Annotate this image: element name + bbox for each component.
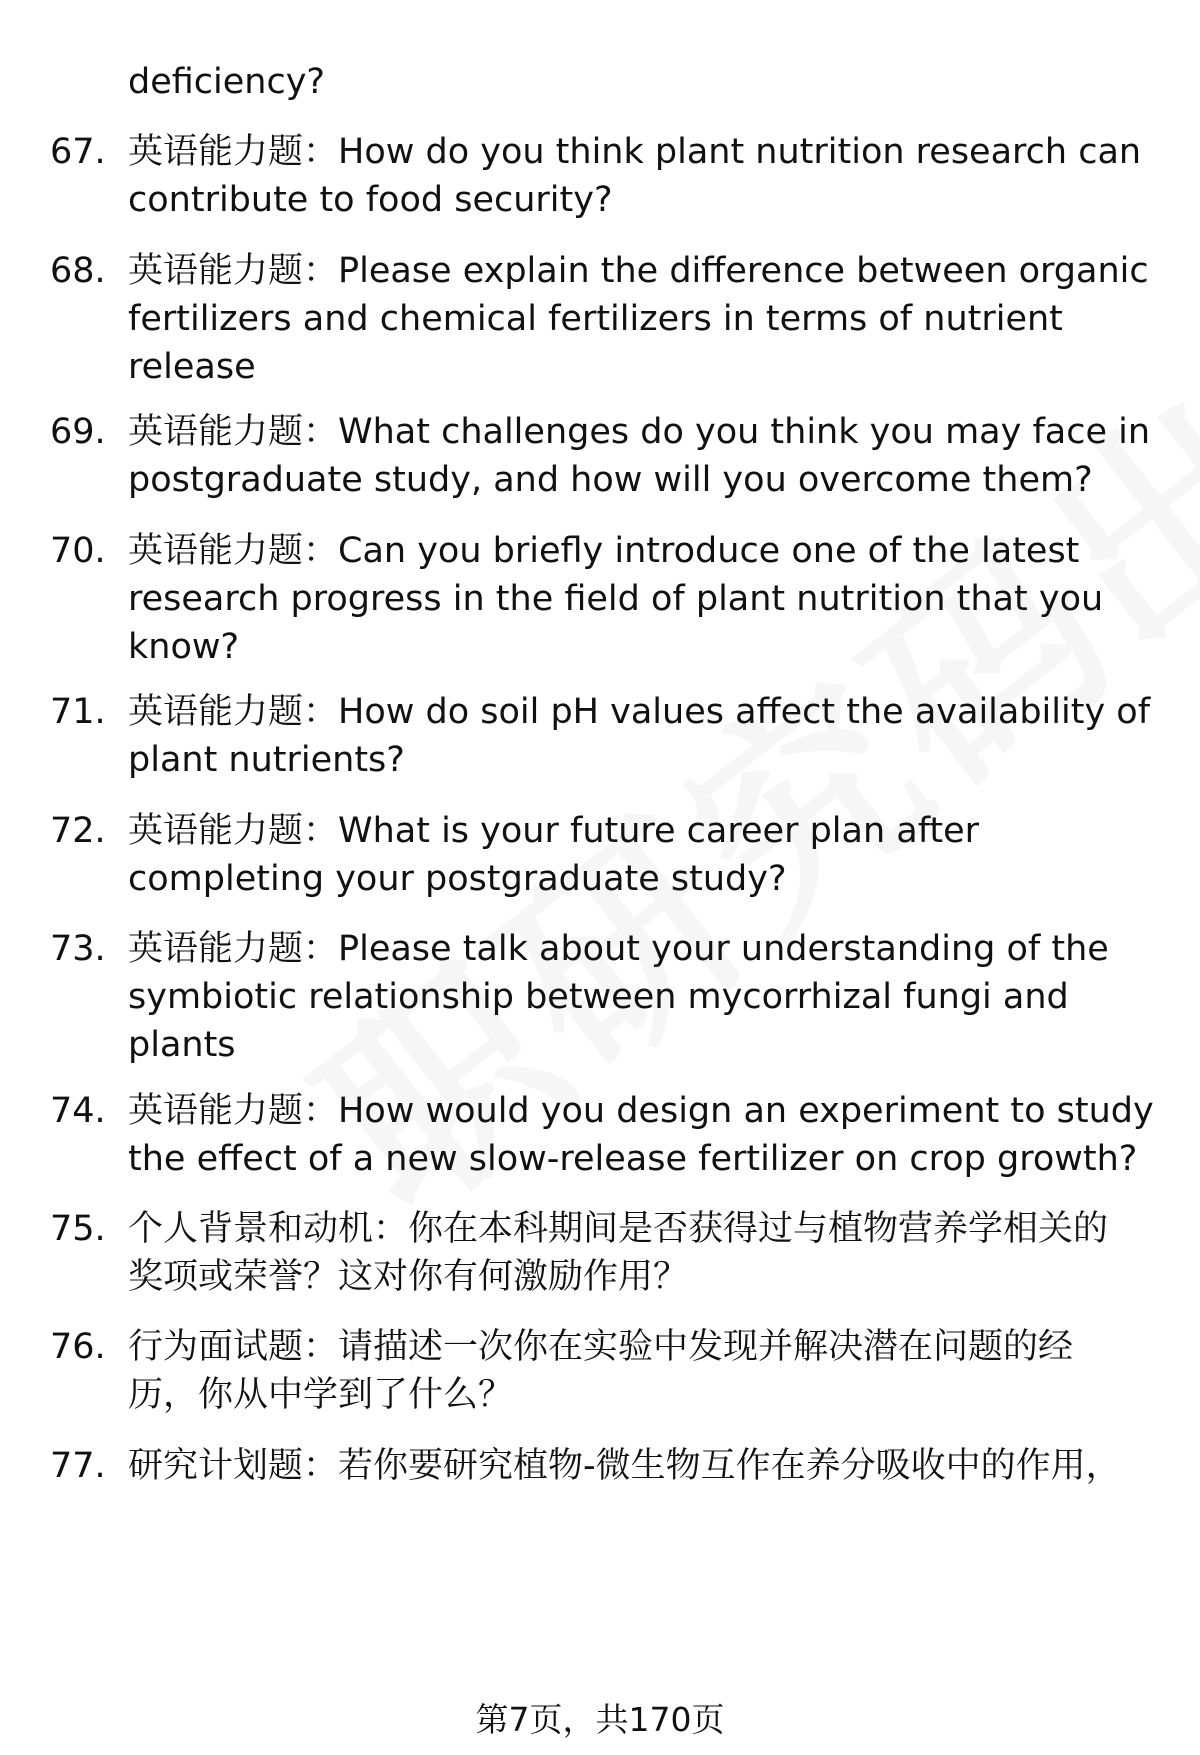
question-text: 英语能力题：Please talk about your understanding of the symbiotic relationship between mycorrhizal fungi and plants <box>128 929 1109 1065</box>
question-number: 73. <box>50 929 106 969</box>
question-number: 71. <box>50 692 106 732</box>
question-number: 77. <box>50 1446 106 1486</box>
question-text: 英语能力题：Please explain the difference between organic fertilizers and chemical fertilizers in terms of nutrient release <box>128 251 1149 387</box>
question-text: 行为面试题：请描述一次你在实验中发现并解决潜在问题的经 历，你从中学到了什么？ <box>128 1327 1074 1415</box>
question-text: 英语能力题：What challenges do you think you may face in postgraduate study, and how will you overcome them? <box>128 412 1151 500</box>
question-number: 69. <box>50 412 106 452</box>
question-number: 75. <box>50 1209 106 1249</box>
question-number: 74. <box>50 1091 106 1131</box>
question-text: 英语能力题：What is your future career plan after completing your postgraduate study? <box>128 811 980 899</box>
question-text: 研究计划题：若你要研究植物-微生物互作在养分吸收中的作用， <box>128 1446 1121 1486</box>
question-text: 个人背景和动机：你在本科期间是否获得过与植物营养学相关的 奖项或荣誉？这对你有何激励作用？ <box>128 1209 1109 1297</box>
question-number: 68. <box>50 251 106 291</box>
question-text: 英语能力题：How would you design an experiment to study the effect of a new slow-release fertilizer on crop growth? <box>128 1091 1154 1179</box>
question-number: 70. <box>50 531 106 571</box>
question-text: 英语能力题：How do you think plant nutrition research can contribute to food security? <box>128 132 1142 220</box>
question-text: 英语能力题：How do soil pH values affect the availability of plant nutrients? <box>128 692 1151 780</box>
continuation-text: deficiency? <box>128 62 326 102</box>
question-number: 72. <box>50 811 106 851</box>
question-number: 76. <box>50 1327 106 1367</box>
question-text: 英语能力题：Can you briefly introduce one of the latest research progress in the field of plant nutrition that you know? <box>128 531 1104 667</box>
question-number: 67. <box>50 132 106 172</box>
page-number: 第7页，共170页 <box>475 1700 725 1739</box>
